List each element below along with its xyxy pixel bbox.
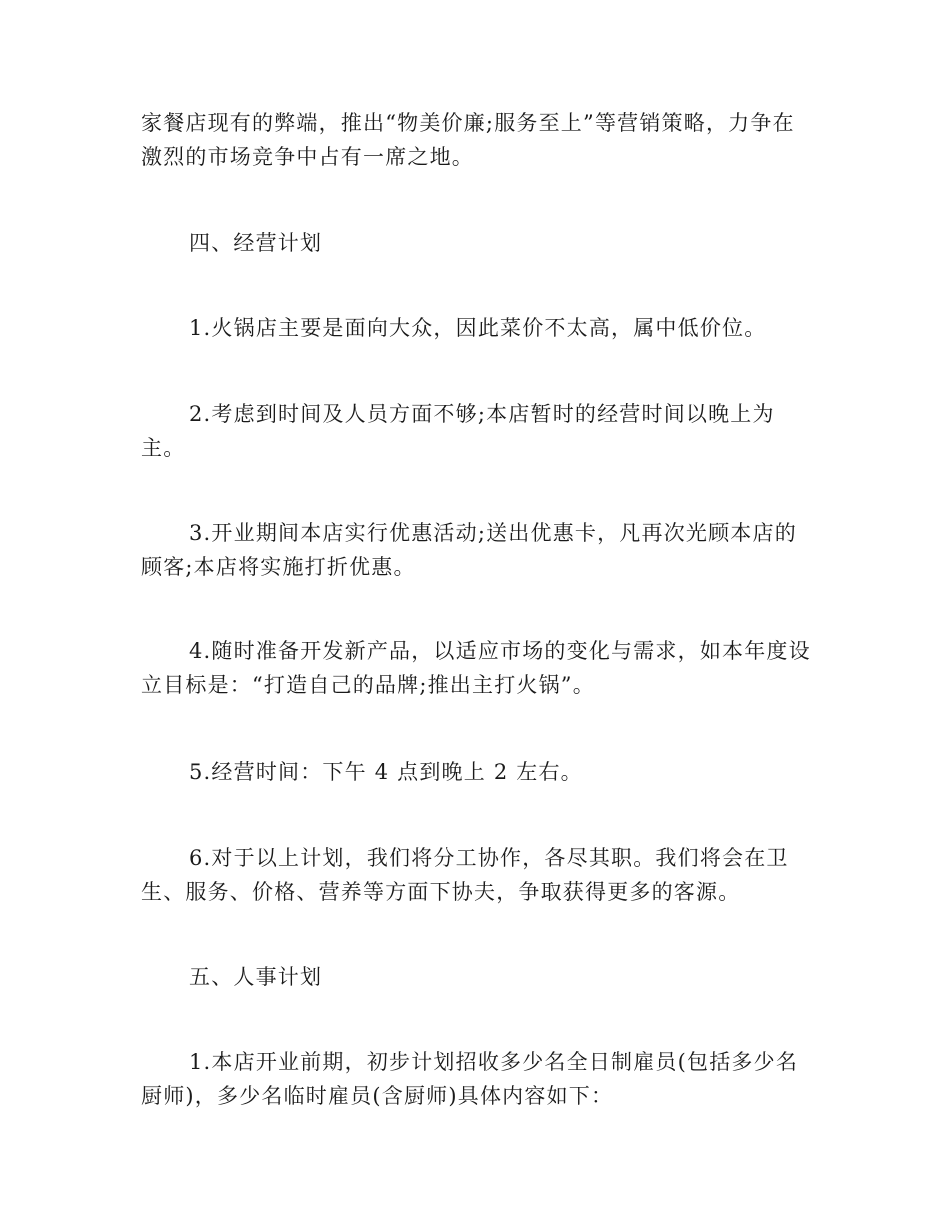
paragraph-personnel-item-1: 1.本店开业前期，初步计划招收多少名全日制雇员(包括多少名厨师)，多少名临时雇员(含厨师)具体内容如下： <box>141 1050 799 1108</box>
paragraph-continued-strategy: 家餐店现有的弊端，推出“物美价廉;服务至上”等营销策略，力争在激烈的市场竞争中占有一席之地。 <box>141 111 795 169</box>
paragraph-plan-item-3: 3.开业期间本店实行优惠活动;送出优惠卡，凡再次光顾本店的顾客;本店将实施打折优惠。 <box>141 521 797 579</box>
paragraph-plan-item-4: 4.随时准备开发新产品，以适应市场的变化与需求，如本年度设立目标是：“打造自己的品牌;推出主打火锅”。 <box>141 639 811 697</box>
paragraph-plan-item-1: 1.火锅店主要是面向大众，因此菜价不太高，属中低价位。 <box>189 316 767 340</box>
section-heading-personnel-plan: 五、人事计划 <box>189 965 323 989</box>
section-heading-business-plan: 四、经营计划 <box>189 231 323 255</box>
paragraph-plan-item-2: 2.考虑到时间及人员方面不够;本店暂时的经营时间以晚上为主。 <box>141 402 775 460</box>
paragraph-plan-item-5: 5.经营时间：下午 4 点到晚上 2 左右。 <box>189 760 583 784</box>
paragraph-plan-item-6: 6.对于以上计划，我们将分工协作，各尽其职。我们将会在卫生、服务、价格、营养等方面下协夫，争取获得更多的客源。 <box>141 846 789 904</box>
